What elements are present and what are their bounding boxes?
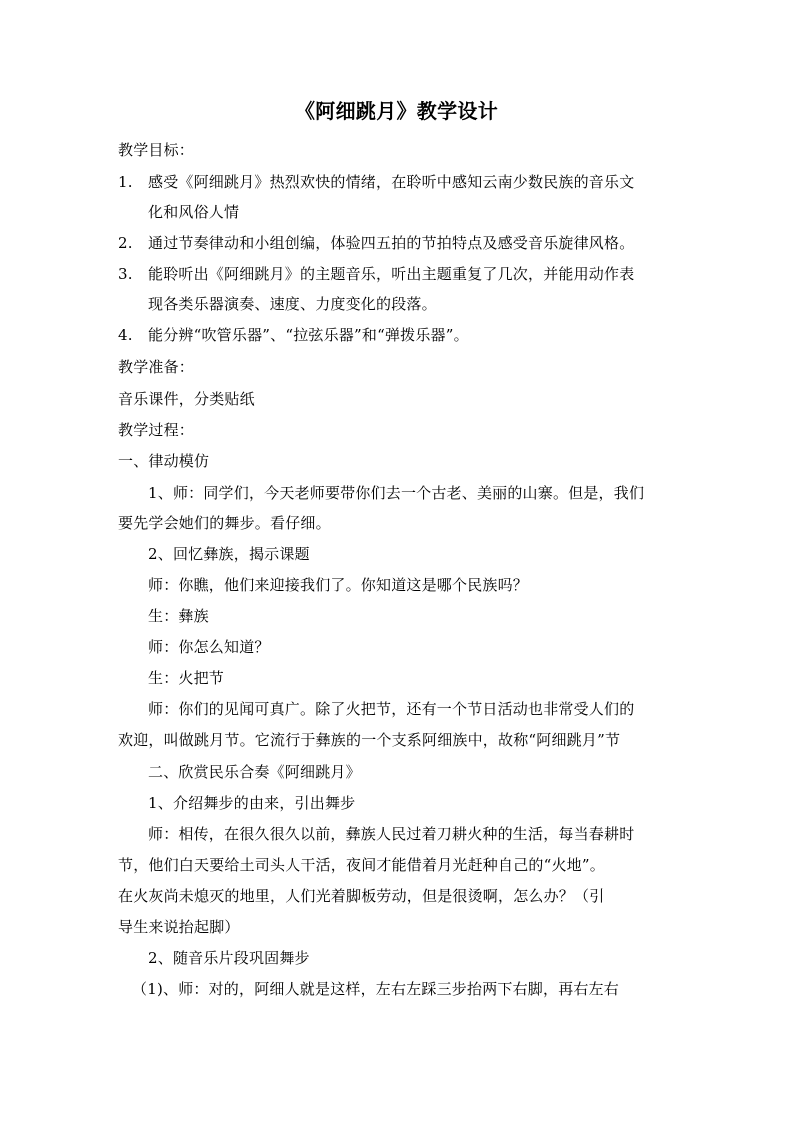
goal-text: 能聆听出《阿细跳月》的主题音乐，听出主题重复了几次，并能用动作表 <box>148 265 635 283</box>
goal-number: 1. <box>118 173 133 191</box>
goal-item-1-continued: 化和风俗人情 <box>148 203 240 221</box>
goal-item-1 <box>118 172 634 192</box>
paragraph-line: （1)、师：对的，阿细人就是这样，左右左踩三步抬两下右脚，再右左右 <box>132 980 619 998</box>
paragraph-line: 在火灰尚未熄灭的地里，人们光着脚板劳动，但是很烫啊，怎么办？（引 <box>118 887 605 905</box>
section-heading-1: 一、律动模仿 <box>118 452 210 470</box>
prep-heading: 教学准备： <box>118 358 195 376</box>
dialog-line: 生：彝族 <box>148 607 209 625</box>
goals-heading: 教学目标： <box>118 141 195 159</box>
goal-text: 感受《阿细跳月》热烈欢快的情绪，在聆听中感知云南少数民族的音乐文 <box>148 173 635 191</box>
paragraph-line: 师：相传，在很久很久以前，彝族人民过着刀耕火种的生活，每当春耕时 <box>148 825 635 843</box>
dialog-line: 生：火把节 <box>148 669 225 687</box>
paragraph-line: 要先学会她们的舞步。看仔细。 <box>118 514 331 532</box>
goal-number: 2. <box>118 234 133 252</box>
goal-item-3 <box>118 264 634 284</box>
dialog-line: 师：你瞧，他们来迎接我们了。你知道这是哪个民族吗？ <box>148 576 529 594</box>
goal-item-2 <box>118 233 634 253</box>
process-heading: 教学过程： <box>118 421 195 439</box>
goal-number: 4. <box>118 326 133 344</box>
dialog-line: 师：你怎么知道？ <box>148 638 270 656</box>
subheading: 1、介绍舞步的由来，引出舞步 <box>148 794 356 812</box>
goal-item-4 <box>118 325 469 345</box>
subheading: 2、随音乐片段巩固舞步 <box>148 949 310 967</box>
section-heading-2: 二、欣赏民乐合奏《阿细跳月》 <box>148 763 361 781</box>
paragraph-line: 欢迎，叫做跳月节。它流行于彝族的一个支系阿细族中，故称“阿细跳月”节 <box>118 731 621 749</box>
prep-text: 音乐课件，分类贴纸 <box>118 390 255 408</box>
paragraph-line: 节，他们白天要给土司头人干活，夜间才能借着月光赶种自己的“火地”。 <box>118 856 605 874</box>
paragraph-line: 1、师：同学们，今天老师要带你们去一个古老、美丽的山寨。但是，我们 <box>148 484 645 502</box>
paragraph-line: 导生来说抬起脚） <box>118 918 240 936</box>
paragraph-line: 师：你们的见闻可真广。除了火把节，还有一个节日活动也非常受人们的 <box>148 700 635 718</box>
goal-item-3-continued: 现各类乐器演奏、速度、力度变化的段落。 <box>148 295 437 313</box>
document-title: 《阿细跳月》教学设计 <box>295 99 498 123</box>
goal-number: 3. <box>118 265 133 283</box>
goal-text: 能分辨“吹管乐器”、“拉弦乐器”和“弹拨乐器”。 <box>148 326 469 344</box>
subheading: 2、回忆彝族，揭示课题 <box>148 545 310 563</box>
goal-text: 通过节奏律动和小组创编，体验四五拍的节拍特点及感受音乐旋律风格。 <box>148 234 635 252</box>
